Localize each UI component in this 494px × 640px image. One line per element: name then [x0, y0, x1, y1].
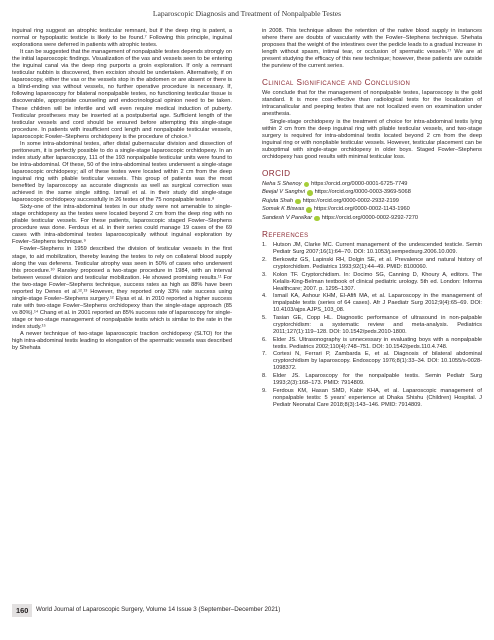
left-column: [12, 28, 232, 352]
orcid-entry: [262, 215, 482, 222]
orcid-icon: [304, 182, 310, 188]
reference-number: 3.: [262, 271, 267, 278]
reference-item: [262, 293, 482, 314]
orcid-icon: [306, 207, 312, 213]
reference-number: 4.: [262, 293, 267, 300]
reference-item: [262, 242, 482, 256]
body-paragraph: inguinal ring suggest an atrophic testicular remnant, but if the deep ring is patent, a normal or hypoplastic testicle is likely to be found.⁷ Following this principle, inguinal explorations were deferred in patients with atrophic testes.: [12, 28, 232, 49]
reference-item: [262, 373, 482, 387]
body-paragraph: Fowler–Stephens in 1959 described the division of testicular vessels in the first stage, to aid mobilization, thereby leaving the testes to rely on collateral blood supply along the vas deferens. Testicular atrophy was seen in 50% of cases who underwent this procedure.¹⁰ Ransley proposed a two-stage procedure in 1984, with an interval between vessel division and testicular mobilization. He showed promising results.¹¹ For the two-stage Fowler–Stephens technique, success rates as high as 88% have been reported by Denes et al.¹²,¹³ However, they reported only 33% rate success using single-stage Fowler–Stephens surgery.¹² Elyas et al. in 2010 reported a higher success rate with two-stage Fowler–Stephens orchidopexy than the single-stage approach (85 vs 80%).¹⁴ Chang et al. in 2001 reported an 85% success rate of laparoscopy for single-stage or two-stage management of nonpalpable testis which is similar to the rate in the index study.¹⁵: [12, 246, 232, 330]
page-footer: [0, 604, 494, 618]
author-name: Sandesh V Parelkar: [262, 215, 313, 222]
right-column: [262, 28, 482, 410]
body-paragraph: in 2008. This technique allows the retention of the native blood supply in instances where there are doubts of vascularity with the Fowler–Stephens technique. Shehata proposes that the weight of the intestines over the pedicle leads to a gradual increase in length without spasm, intimal tear, or occlusion of spermatic vessels.¹⁷ We are at present studying the efficacy of this new technique; however, these patients are outside the purview of the current series.: [262, 28, 482, 70]
reference-list: [262, 242, 482, 409]
body-paragraph: Single-stage orchidopexy is the treatment of choice for intra-abdominal testis lying within 2 cm from the deep inguinal ring with pliable testicular vessels, and two-stage surgery is required for intra-abdominal testis located beyond 2 cm from the deep inguinal ring or with nonpliable testicular vessels. However, testicular placement can be suboptimal with single-stage orchidopexy in older boys. Staged Fowler–Stephens orchidopexy has good results with minimal testicular loss.: [262, 118, 482, 160]
orcid-entry: [262, 206, 482, 213]
orcid-icon: [314, 216, 320, 222]
orcid-icon: [295, 199, 301, 205]
body-paragraph: We conclude that for the management of nonpalpable testes, laparoscopy is the gold standard. It is more cost-effective than radiological tests for the localization of intracanalicular and peeping testes that are not localized even on examination under anesthesia.: [262, 90, 482, 118]
section-heading-conclusion: Clinical Significance and Conclusion: [262, 78, 411, 88]
reference-item: [262, 388, 482, 409]
reference-text: Ferdous KM, Hasan SMD, Kabir KHA, et al. Laparoscopic management of nonpalpable testis: 5 years' experience at Dhaka Shishu (Children) Hospital. J Pediatr Neonatal Care 2018;8(3):143–146. PMID: 7914809.: [273, 387, 482, 408]
reference-text: Hutson JM, Clarke MC. Current management of the undescended testicle. Semin Pediatr Surg 2007;16(1):64–70. DOI: 10.1053/j.sempedsurg.2006.10.009.: [273, 242, 482, 256]
reference-text: Berkowitz GS, Lapinski RH, Dolgin SE, et al. Prevalence and natural history of cryptorchidism. Pediatrics 1993;92(1):44–49. PMID: 8100060.: [273, 256, 482, 270]
reference-text: Ismail KA, Ashour KHM, El-Afifi MA, et al. Laparoscopy in the management of impalpable testis (series of 64 cases). Afr J Paediatr Surg 2012;9(4):65–69. DOI: 10.4103/ajps.AJPS_103_08.: [273, 293, 482, 314]
orcid-link[interactable]: https://orcid.org/0000-0002-2932-2199: [302, 197, 399, 204]
reference-item: [262, 337, 482, 351]
reference-item: [262, 351, 482, 372]
body-paragraph: In some intra-abdominal testes, after distal gubernacular division and dissection of peritoneum, it is perfectly possible to do a single-stage laparoscopic orchidopexy. In an index study after laparoscopy, 111 of the 193 nonpalpable testicular units were found to be intra-abdominal. Of these, 50 of the intra-abdominal testes underwent a single-stage laparoscopic orchidopexy; all of these testes were located within 2 cm from the deep inguinal ring with pliable testicular vessels. This group of patients was the most benefited by laparoscopy as accurate diagnosis as well as surgical correction was achieved in the same single sitting. Ismail et al. in their study did single-stage laparoscopic orchidopexy successfully in 26 testes of the 75 nonpalpable testes.⁸: [12, 140, 232, 204]
reference-number: 8.: [262, 373, 267, 380]
reference-number: 9.: [262, 387, 267, 394]
author-name: Rujuta Shah: [262, 197, 294, 204]
reference-text: Elder JS. Laparoscopy for the nonpalpable testis. Semin Pediatr Surg 1993;2(3):168–173. PMID: 7914809.: [273, 373, 482, 387]
orcid-icon: [307, 190, 313, 196]
running-header: Laparoscopic Diagnosis and Treatment of Nonpalpable Testes: [152, 9, 342, 18]
section-heading-orcid: ORCID: [262, 168, 291, 178]
orcid-link[interactable]: https://orcid.org/0000-0002-1143-1960: [313, 206, 410, 213]
journal-citation: World Journal of Laparoscopic Surgery, Volume 14 Issue 3 (September–December 2021): [36, 606, 281, 613]
orcid-link[interactable]: https://orcid.org/0000-0003-3969-5068: [314, 189, 411, 196]
orcid-entry: [262, 181, 482, 188]
orcid-entry: [262, 198, 482, 205]
reference-number: 7.: [262, 351, 267, 358]
orcid-list: [262, 181, 482, 222]
reference-item: [262, 272, 482, 293]
reference-text: Tasian GE, Copp HL. Diagnostic performance of ultrasound in non-palpable cryptorchidism: a systematic review and meta-analysis. Pediatrics 2011;127(1):119–128. DOI: 10.1542/peds.2010-1800.: [273, 314, 482, 336]
reference-number: 5.: [262, 314, 267, 321]
author-name: Neha S Shenoy: [262, 180, 302, 187]
orcid-entry: [262, 189, 482, 196]
body-paragraph: It can be suggested that the management of nonpalpable testes depends strongly on the initial laparoscopic findings. Visualization of the vas and vessels seen to be entering the inguinal canal via the deep ring purports a groin exploration. If only a remnant testicular nubbin is discovered, then excision should be undertaken. Alternatively, if on laparoscopy, either the vas or the vessels stop in the abdomen or are absent or there is a blind-ending vas without vessels, no further operative procedure is necessary. If, following laparoscopy for bilateral nonpalpable testes, no functioning testicular tissue is discoverable, appropriate counseling and endocrinological opinion need to be taken. These children will be infertile and will even require medical induction of puberty. Testicular prostheses may be inserted at a postpubertal age. Sufficient length of the testicular vessels and cord should be ensured before attempting this single-stage procedure. In patients with insufficient cord length and nonpalpable testicular vessels, laparoscopic Fowler–Stephens orchidopexy is the procedure of choice.⁵: [12, 49, 232, 140]
section-heading-references: References: [262, 230, 309, 240]
orcid-link[interactable]: https://orcid.org/0000-0002-9292-7270: [321, 215, 419, 222]
page-number: 160: [12, 604, 32, 617]
reference-number: 1.: [262, 242, 267, 249]
author-name: Beejal V Sanghvi: [262, 189, 305, 196]
reference-number: 6.: [262, 336, 267, 343]
author-name: Somak K Biswas: [262, 206, 305, 213]
reference-item: [262, 315, 482, 336]
reference-text: Cortesi N, Ferrari P, Zambarda E, et al. Diagnosis of bilateral abdominal cryptorchidism by laparoscopy. Endoscopy 1976;8(1):33–34. DOI: 10.1055/s-0028-1098372.: [273, 351, 482, 372]
body-paragraph: Sixty-one of the intra-abdominal testes in our study were not amenable to single-stage orchidopexy as the testes were located beyond 2 cm from the deep ring with no pliable testicular vessels. For these patients, laparoscopic staged Fowler–Stephens procedure was done. Ferdous et al. in their series could manage 19 cases of the 69 cases with intra-abdominal testes laparoscopically without inguinal exploration by Fowler–Stephens technique.⁹: [12, 204, 232, 246]
reference-item: [262, 257, 482, 271]
reference-text: Kolon TF. Cryptorchidism. In: Docimo SG, Canning D, Khoury A, editors. The Kelalis-King-Belman textbook of clinical pediatric urology. 5th ed. London: Informa Healthcare; 2007. p. 1295–1307.: [273, 271, 482, 292]
reference-text: Elder JS. Ultrasonography is unnecessary in evaluating boys with a nonpalpable testis. Pediatrics 2002;110(4):748–751. DOI: 10.1542/peds.110.4.748.: [273, 336, 482, 350]
reference-number: 2.: [262, 256, 267, 263]
body-paragraph: A newer technique of two-stage laparoscopic traction orchidopexy (SLTO) for the high intra-abdominal testis leading to elongation of the spermatic vessels was described by Shehata: [12, 331, 232, 352]
orcid-link[interactable]: https://orcid.org/0000-0001-6725-7749: [311, 180, 408, 187]
